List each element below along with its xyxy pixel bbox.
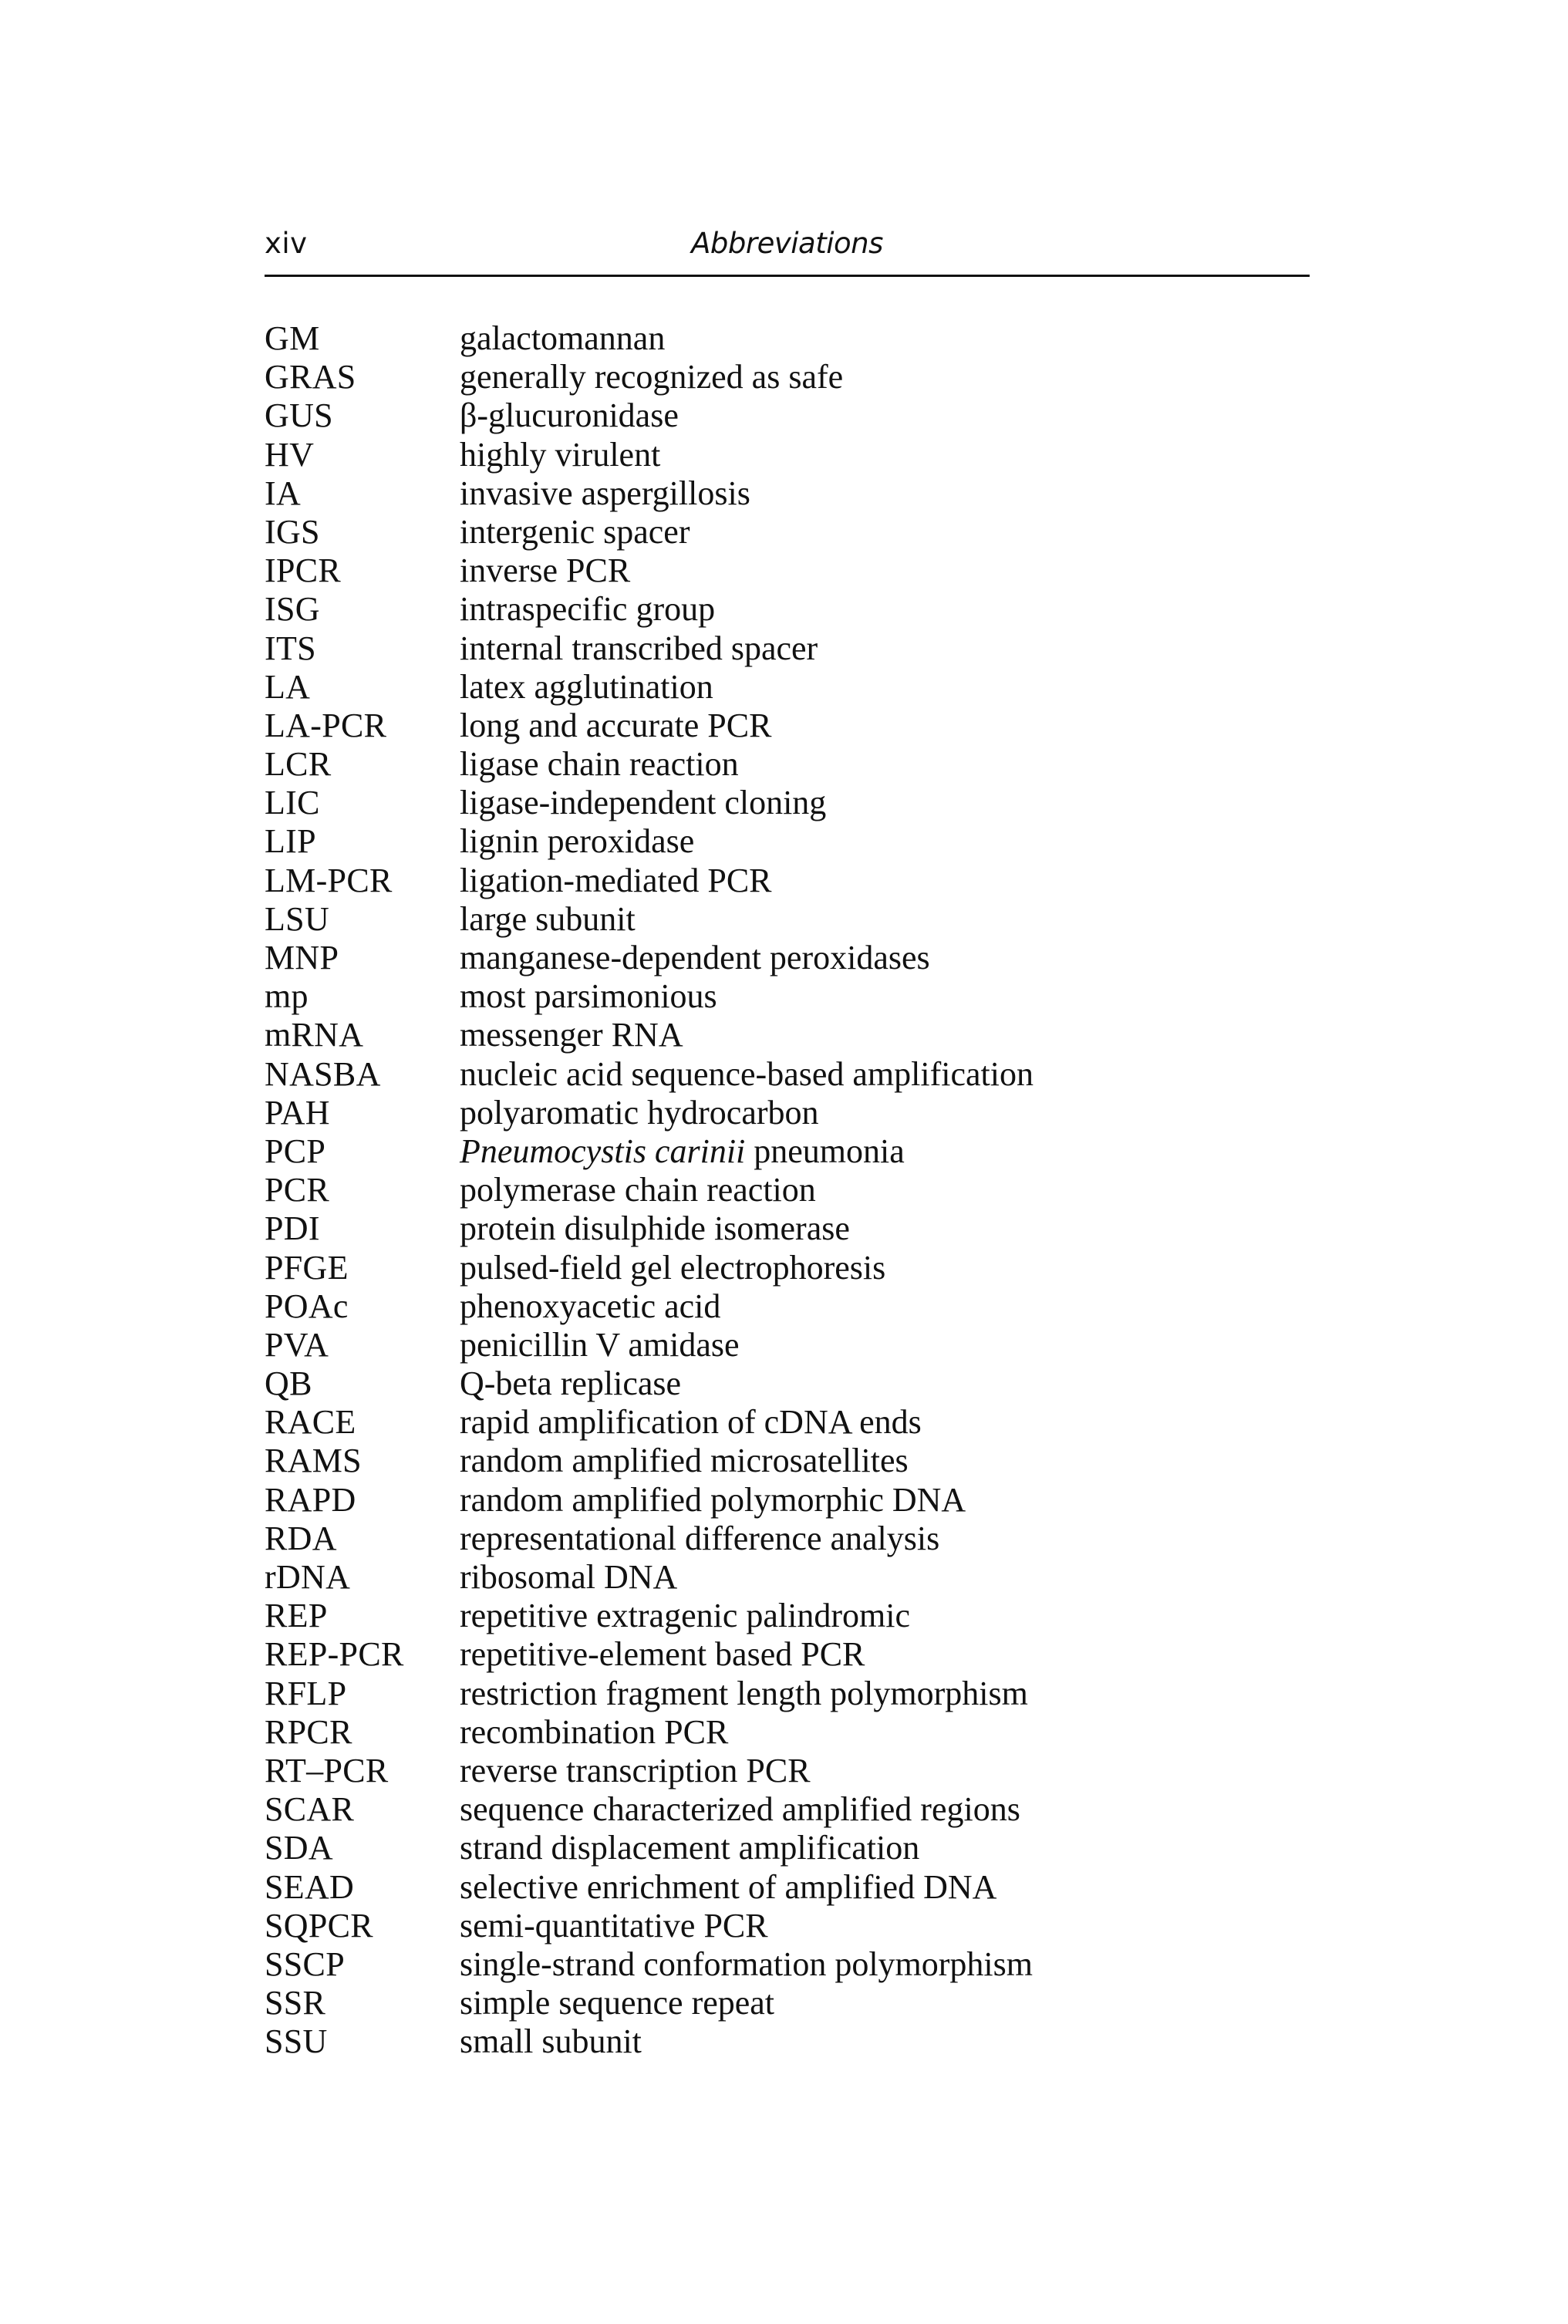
abbreviation-definition: random amplified microsatellites [460,1442,909,1480]
abbreviation-entry [265,358,1310,396]
abbreviation-entry [265,1442,1310,1480]
definition-rest-part: pneumonia [745,1132,905,1170]
abbreviation-entry [265,900,1310,939]
abbreviation-term: PVA [265,1325,329,1364]
abbreviation-term: RPCR [265,1712,352,1751]
abbreviation-entry [265,1249,1310,1287]
abbreviation-entry [265,1326,1310,1364]
abbreviation-term: rDNA [265,1558,351,1596]
definition-italic-part: Pneumocystis carinii [460,1132,746,1170]
abbreviation-entry [265,2022,1310,2061]
abbreviation-term: PDI [265,1209,320,1248]
abbreviation-entry [265,822,1310,861]
abbreviation-definition: latex agglutination [460,667,713,706]
abbreviation-definition [460,1132,1310,1171]
abbreviation-term: NASBA [265,1054,381,1093]
abbreviation-list [265,319,1310,2061]
abbreviation-definition: restriction fragment length polymorphism [460,1674,1028,1712]
abbreviation-definition: invasive aspergillosis [460,474,750,512]
abbreviation-entry [265,1558,1310,1597]
abbreviation-term: LIP [265,822,316,861]
abbreviation-entry [265,707,1310,745]
abbreviation-definition: manganese-dependent peroxidases [460,939,930,976]
abbreviation-definition: polymerase chain reaction [460,1171,816,1209]
abbreviation-definition: polyaromatic hydrocarbon [460,1093,819,1132]
abbreviation-definition: strand displacement amplification [460,1829,920,1867]
abbreviation-definition: β-glucuronidase [460,396,679,435]
abbreviation-term: PCP [265,1132,326,1170]
abbreviation-definition: simple sequence repeat [460,1984,775,2022]
abbreviation-definition: pulsed-field gel electrophoresis [460,1248,886,1287]
abbreviation-term: MNP [265,939,339,976]
abbreviation-definition: reverse transcription PCR [460,1751,811,1789]
abbreviation-entry [265,396,1310,435]
abbreviation-definition: intraspecific group [460,590,716,629]
abbreviation-term: IPCR [265,551,342,590]
abbreviation-definition: intergenic spacer [460,512,690,551]
abbreviation-term: LA-PCR [265,706,387,744]
abbreviation-entry [265,551,1310,590]
abbreviation-term: SSCP [265,1945,345,1983]
abbreviation-term: QB [265,1364,312,1403]
abbreviation-definition: repetitive extragenic palindromic [460,1597,910,1635]
abbreviation-entry [265,1520,1310,1558]
abbreviation-term: IGS [265,512,320,551]
abbreviation-definition: penicillin V amidase [460,1325,740,1364]
abbreviation-term: GM [265,319,320,357]
abbreviation-definition: generally recognized as safe [460,358,844,396]
abbreviation-term: SSU [265,2022,328,2061]
abbreviation-definition: small subunit [460,2022,642,2061]
abbreviation-definition: ribosomal DNA [460,1558,678,1596]
abbreviation-term: GRAS [265,358,356,396]
abbreviation-definition: ligase-independent cloning [460,784,827,822]
abbreviation-term: REP-PCR [265,1635,404,1674]
abbreviation-term: GUS [265,396,333,435]
abbreviation-entry [265,1984,1310,2022]
abbreviation-definition: most parsimonious [460,977,717,1016]
abbreviation-term: PAH [265,1093,330,1132]
abbreviation-definition: repetitive-element based PCR [460,1635,865,1674]
abbreviation-term: RFLP [265,1674,347,1712]
abbreviation-entry [265,1055,1310,1094]
abbreviation-term: POAc [265,1287,349,1325]
abbreviation-entry [265,1597,1310,1635]
abbreviation-term: HV [265,435,315,474]
abbreviation-definition: representational difference analysis [460,1519,940,1557]
abbreviation-term: mRNA [265,1016,364,1054]
abbreviation-entry [265,319,1310,358]
abbreviation-term: LCR [265,745,332,784]
abbreviation-term: SSR [265,1984,326,2022]
abbreviation-entry [265,1868,1310,1907]
abbreviation-term: ITS [265,629,316,667]
abbreviation-definition: sequence characterized amplified regions [460,1790,1020,1829]
abbreviation-term: SDA [265,1829,333,1867]
abbreviation-entry [265,1287,1310,1326]
abbreviation-term: LA [265,667,311,706]
abbreviation-definition: inverse PCR [460,551,631,590]
abbreviation-definition: rapid amplification of cDNA ends [460,1403,922,1442]
abbreviation-definition: galactomannan [460,319,666,357]
page-number: xiv [265,227,308,260]
abbreviation-entry [265,629,1310,668]
abbreviation-entry [265,1829,1310,1867]
abbreviation-term: mp [265,977,309,1016]
abbreviation-entry [265,1171,1310,1209]
abbreviation-definition: Q-beta replicase [460,1364,682,1403]
abbreviation-term: PCR [265,1171,330,1209]
abbreviation-definition: ligation-mediated PCR [460,861,772,899]
abbreviation-entry [265,977,1310,1016]
abbreviation-definition: random amplified polymorphic DNA [460,1480,966,1519]
abbreviation-definition: selective enrichment of amplified DNA [460,1867,997,1906]
abbreviation-entry [265,784,1310,822]
abbreviation-entry [265,474,1310,513]
abbreviation-term: RT–PCR [265,1751,389,1789]
abbreviation-entry [265,939,1310,977]
abbreviation-entry [265,1132,1310,1171]
abbreviation-term: IA [265,474,302,512]
abbreviation-term: RACE [265,1403,356,1442]
abbreviation-term: LM-PCR [265,861,393,899]
abbreviation-definition: single-strand conformation polymorphism [460,1945,1033,1983]
abbreviation-entry [265,1481,1310,1520]
abbreviation-term: RDA [265,1519,337,1557]
abbreviation-entry [265,1635,1310,1674]
abbreviation-term: LSU [265,899,330,938]
abbreviation-entry [265,1713,1310,1752]
running-header [265,224,1310,277]
abbreviation-definition: large subunit [460,899,636,938]
abbreviation-definition: phenoxyacetic acid [460,1287,721,1325]
abbreviation-entry [265,1364,1310,1403]
abbreviation-term: PFGE [265,1248,349,1287]
abbreviation-definition: highly virulent [460,435,661,474]
abbreviation-definition: recombination PCR [460,1712,729,1751]
abbreviation-entry [265,1403,1310,1442]
abbreviation-term: ISG [265,590,320,629]
abbreviation-entry [265,1790,1310,1829]
abbreviation-definition: lignin peroxidase [460,822,695,861]
abbreviation-term: SCAR [265,1790,355,1829]
abbreviation-entry [265,745,1310,784]
running-title: Abbreviations [691,227,883,260]
abbreviation-definition: messenger RNA [460,1016,683,1054]
abbreviation-definition: nucleic acid sequence-based amplification [460,1054,1034,1093]
abbreviation-term: LIC [265,784,320,822]
abbreviation-definition: ligase chain reaction [460,745,739,784]
abbreviation-entry [265,1752,1310,1790]
abbreviation-entry [265,436,1310,474]
abbreviation-definition: semi-quantitative PCR [460,1906,768,1945]
abbreviation-term: SEAD [265,1867,355,1906]
abbreviation-term: RAPD [265,1480,356,1519]
abbreviation-entry [265,668,1310,707]
abbreviation-entry [265,1094,1310,1132]
abbreviation-entry [265,513,1310,551]
abbreviation-entry [265,590,1310,629]
abbreviation-definition: internal transcribed spacer [460,629,818,667]
abbreviation-definition: protein disulphide isomerase [460,1209,850,1248]
abbreviation-entry [265,1675,1310,1713]
abbreviation-definition: long and accurate PCR [460,706,772,744]
abbreviation-entry [265,1016,1310,1054]
abbreviation-entry [265,862,1310,900]
abbreviation-entry [265,1945,1310,1984]
abbreviation-entry [265,1907,1310,1945]
abbreviation-term: REP [265,1597,328,1635]
abbreviation-term: RAMS [265,1442,362,1480]
abbreviation-term: SQPCR [265,1906,373,1945]
abbreviation-entry [265,1209,1310,1248]
